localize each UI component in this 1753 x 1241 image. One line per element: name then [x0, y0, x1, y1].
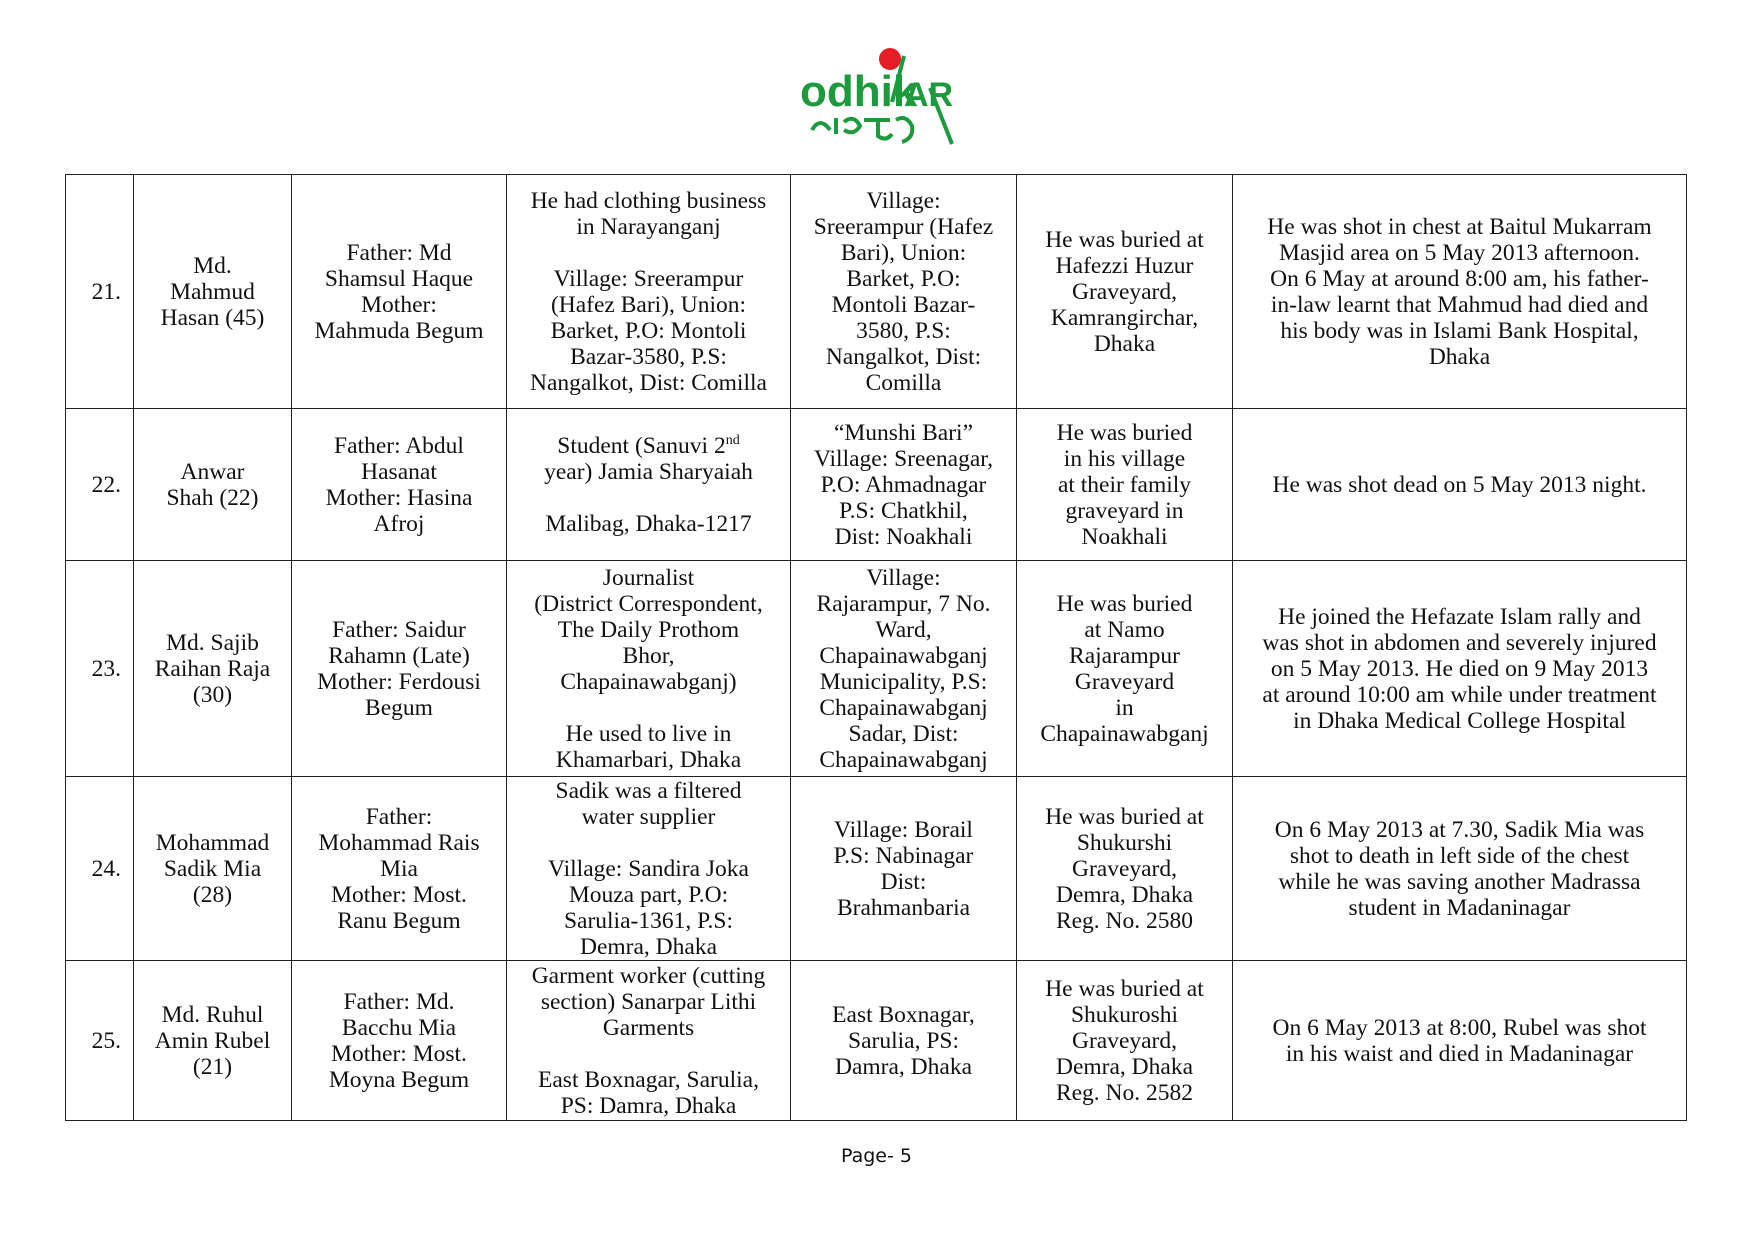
burial: He was buried at Shukurshi Graveyard, Demra, Dhaka Reg. No. 2580 [1017, 777, 1233, 961]
parents: Father: Saidur Rahamn (Late) Mother: Ferdousi Begum [292, 561, 507, 777]
burial: He was buried in his village at their family graveyard in Noakhali [1017, 409, 1233, 561]
address: Village: Rajarampur, 7 No. Ward, Chapainawabganj Municipality, P.S: Chapainawabganj Sadar, Dist: Chapainawabganj [791, 561, 1017, 777]
burial: He was buried at Shukuroshi Graveyard, Demra, Dhaka Reg. No. 2582 [1017, 961, 1233, 1121]
parents: Father: Mohammad Rais Mia Mother: Most. Ranu Begum [292, 777, 507, 961]
victims-table [65, 174, 1687, 1121]
occupation-text-cont: year) Jamia Sharyaiah Malibag, Dhaka-1217 [544, 458, 753, 537]
occupation-text: Student (Sanuvi 2 [557, 432, 726, 459]
table-row [66, 409, 1687, 561]
serial-number: 21. [66, 175, 134, 409]
incident-details: He was shot dead on 5 May 2013 night. [1233, 409, 1687, 561]
odhikar-logo-icon [792, 44, 962, 154]
incident-details: On 6 May 2013 at 8:00, Rubel was shot in his waist and died in Madaninagar [1233, 961, 1687, 1121]
table-row [66, 961, 1687, 1121]
svg-text:AR: AR [904, 76, 954, 114]
occupation: Journalist (District Correspondent, The Daily Prothom Bhor, Chapainawabganj) He used to live in Khamarbari, Dhaka [507, 561, 791, 777]
burial: He was buried at Namo Rajarampur Graveyard in Chapainawabganj [1017, 561, 1233, 777]
parents: Father: Md Shamsul Haque Mother: Mahmuda Begum [292, 175, 507, 409]
incident-details: He was shot in chest at Baitul Mukarram Masjid area on 5 May 2013 afternoon. On 6 May at around 8:00 am, his father- in-law learnt that Mahmud had died and his body was in Islami Bank Hospital, Dhaka [1233, 175, 1687, 409]
table-row [66, 561, 1687, 777]
serial-number: 23. [66, 561, 134, 777]
page-number: Page- 5 [841, 1145, 912, 1167]
burial: He was buried at Hafezzi Huzur Graveyard, Kamrangirchar, Dhaka [1017, 175, 1233, 409]
incident-details: He joined the Hefazate Islam rally and was shot in abdomen and severely injured on 5 May 2013. He died on 9 May 2013 at around 10:00 am while under treatment in Dhaka Medical College Hospital [1233, 561, 1687, 777]
address: East Boxnagar, Sarulia, PS: Damra, Dhaka [791, 961, 1017, 1121]
victim-name: Md. Mahmud Hasan (45) [134, 175, 292, 409]
serial-number: 25. [66, 961, 134, 1121]
occupation: He had clothing business in Narayanganj Village: Sreerampur (Hafez Bari), Union: Barket, P.O: Montoli Bazar-3580, P.S: Nangalkot, Dist: Comilla [507, 175, 791, 409]
parents: Father: Abdul Hasanat Mother: Hasina Afroj [292, 409, 507, 561]
parents: Father: Md. Bacchu Mia Mother: Most. Moyna Begum [292, 961, 507, 1121]
address: Village: Sreerampur (Hafez Bari), Union: Barket, P.O: Montoli Bazar- 3580, P.S: Nangalkot, Dist: Comilla [791, 175, 1017, 409]
victim-name: Md. Ruhul Amin Rubel (21) [134, 961, 292, 1121]
table-row [66, 777, 1687, 961]
victim-name: Anwar Shah (22) [134, 409, 292, 561]
serial-number: 24. [66, 777, 134, 961]
address: Village: Borail P.S: Nabinagar Dist: Brahmanbaria [791, 777, 1017, 961]
incident-details: On 6 May 2013 at 7.30, Sadik Mia was shot to death in left side of the chest while he was saving another Madrassa student in Madaninagar [1233, 777, 1687, 961]
serial-number: 22. [66, 409, 134, 561]
table-row [66, 175, 1687, 409]
address: “Munshi Bari” Village: Sreenagar, P.O: Ahmadnagar P.S: Chatkhil, Dist: Noakhali [791, 409, 1017, 561]
svg-text:odhik: odhik [800, 67, 918, 116]
occupation [507, 409, 791, 561]
ordinal-suffix: nd [725, 432, 740, 448]
occupation: Sadik was a filtered water supplier Village: Sandira Joka Mouza part, P.O: Sarulia-1361, P.S: Demra, Dhaka [507, 777, 791, 961]
victim-name: Md. Sajib Raihan Raja (30) [134, 561, 292, 777]
victim-name: Mohammad Sadik Mia (28) [134, 777, 292, 961]
occupation: Garment worker (cutting section) Sanarpar Lithi Garments East Boxnagar, Sarulia, PS: Damra, Dhaka [507, 961, 791, 1121]
